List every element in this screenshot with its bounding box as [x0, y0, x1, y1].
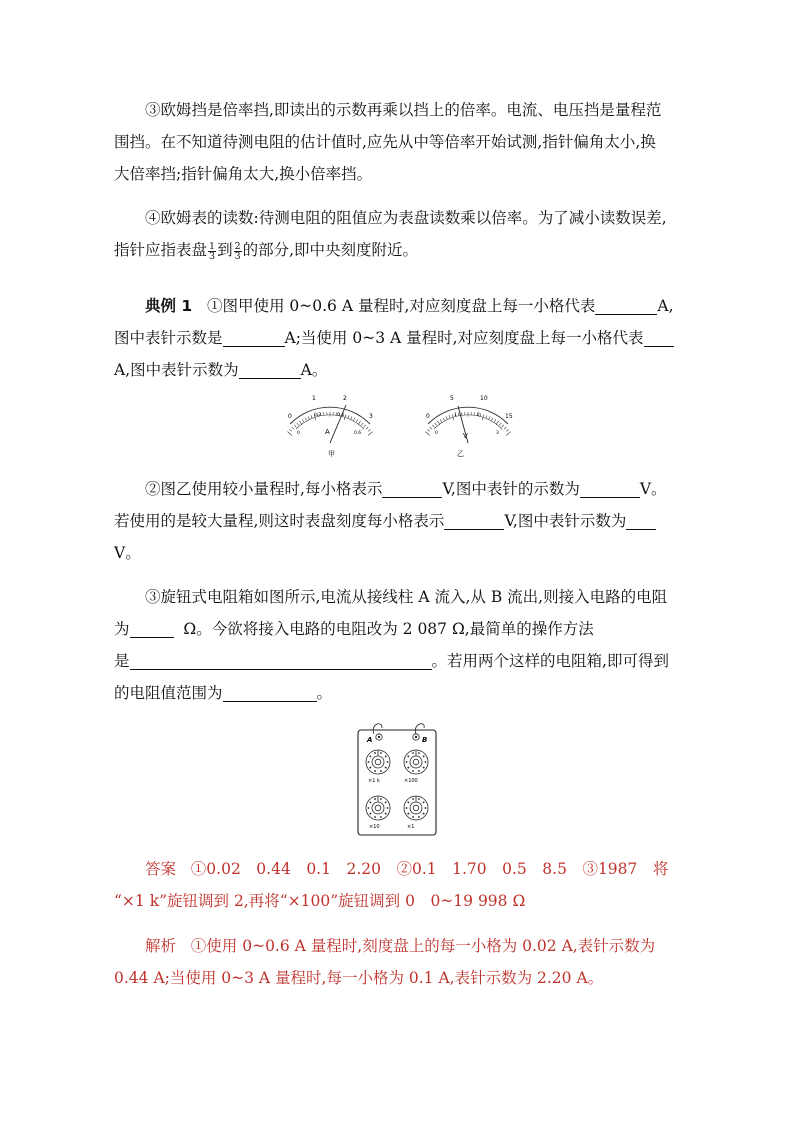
meters-figure [280, 388, 520, 462]
ammeter-top-tick-label: 3 [369, 413, 373, 420]
item4-text-a: 指针应指表盘 [114, 241, 208, 259]
scale-tick [458, 413, 459, 416]
terminal-a-label: A [367, 736, 373, 744]
ammeter-bottom-tick-label: 0.6 [354, 431, 362, 436]
scale-tick [308, 416, 309, 419]
voltmeter-bottom-tick-label: 1 [454, 413, 457, 418]
ammeter-unit: A [325, 428, 330, 436]
example-q2: ②图乙使用较小量程时,每小格表示 V,图中表针的示数为 V。 若使用的是较大量程,则这时表盘刻度每小格表示 V,图中表针示数为 V。 [114, 480, 667, 562]
scale-tick [428, 429, 430, 431]
scale-tick [368, 429, 370, 431]
scale-tick [486, 415, 487, 418]
analysis-line1: ①使用 0~0.6 A 量程时,刻度盘上的每一小格为 0.02 A,表针示数为 [190, 937, 656, 955]
answer-blank [595, 296, 657, 315]
scale-tick [504, 427, 506, 429]
scale-tick [290, 429, 292, 431]
ammeter-bottom-tick-label: 0.2 [314, 413, 322, 418]
dial-knob[interactable] [366, 796, 390, 820]
analysis-line2: 0.44 A;当使用 0~3 A 量程时,每一小格为 0.1 A,表针示数为 2.20 A。 [114, 969, 604, 987]
scale-tick [492, 418, 493, 421]
scale-tick [449, 415, 450, 418]
scale-tick [292, 427, 294, 429]
answer-blank [626, 511, 656, 530]
scale-tick [294, 425, 296, 427]
voltmeter-caption: 乙 [457, 450, 464, 458]
voltmeter-bottom-tick-label: 3 [496, 431, 499, 436]
answer-label: 答案 [145, 860, 177, 878]
knob-label: ×1 [407, 824, 415, 830]
answer-line1: ①0.02 0.44 0.1 2.20 ②0.1 1.70 0.5 8.5 ③1987 将 [190, 860, 669, 878]
ammeter-top-tick-label: 2 [343, 395, 347, 402]
fraction-one-third: $\frac{1}{3}$ [209, 241, 216, 263]
answer-blank [239, 360, 301, 379]
answer-blank [444, 511, 504, 530]
analysis-label: 解析 [145, 937, 177, 955]
terminal-b-label: B [422, 736, 428, 744]
scale-tick [354, 418, 355, 421]
example-q1: 典例 1 ①图甲使用 0~0.6 A 量程时,对应刻度盘上每一小格代表 A, 图中表针示数是 A;当使用 0~3 A 量程时,对应刻度盘上每一小格代表 A,图中表针示数为 A。 [114, 297, 674, 379]
scale-tick [496, 421, 498, 425]
scale-tick [438, 421, 440, 425]
example-label: 典例 1 [145, 297, 193, 315]
dial-knob[interactable] [404, 750, 428, 774]
scale-tick [366, 427, 368, 429]
scale-tick [494, 419, 495, 422]
knob-label: ×1 k [368, 778, 380, 784]
item4-text-c: 的部分,即中央刻度附近。 [242, 241, 419, 259]
scale-tick [430, 427, 432, 429]
ammeter-needle [330, 405, 346, 443]
scale-tick [348, 415, 349, 418]
ammeter-bottom-tick-label: 0.4 [337, 413, 345, 418]
knob-label: ×100 [404, 778, 418, 784]
ammeter-top-tick-label: 1 [312, 395, 316, 402]
voltmeter-top-tick-label: 5 [450, 395, 454, 402]
example-q3: ③旋钮式电阻箱如图所示,电流从接线柱 A 流入,从 B 流出,则接入电路的电阻 为 Ω。今欲将接入电路的电阻改为 2 087 Ω,最简单的操作方法 是 。若用两个这样的电阻箱,即可得到 的电阻值范围为 。 [114, 588, 669, 702]
voltmeter-bottom-tick-label: 2 [477, 413, 480, 418]
answer-blank [223, 328, 285, 347]
answer-blank [644, 328, 674, 347]
dial-knob[interactable] [366, 750, 390, 774]
voltmeter-dial [425, 395, 512, 458]
answer-blank [580, 479, 640, 498]
scale-tick [287, 432, 292, 436]
scale-tick [305, 418, 306, 421]
ammeter-dial [287, 395, 373, 458]
scale-tick [506, 432, 511, 436]
voltmeter-bottom-tick-label: 0 [435, 431, 438, 436]
ammeter-top-tick-label: 0 [288, 413, 292, 420]
answer-line2: “×1 k”旋钮调到 2,再将“×100”旋钮调到 0 0~19 998 Ω [114, 892, 526, 910]
scale-tick [489, 416, 490, 419]
scale-tick [351, 416, 352, 419]
answer-blank [130, 651, 432, 670]
scale-tick [302, 419, 303, 422]
voltmeter-top-tick-label: 0 [426, 413, 430, 420]
scale-tick [368, 432, 373, 436]
item3-line3: 大倍率挡;指针偏角太大,换小倍率挡。 [114, 165, 373, 183]
answer-blank [130, 619, 174, 638]
dial-knob[interactable] [404, 796, 428, 820]
resistor-box-figure [356, 720, 440, 838]
scale-tick [435, 423, 437, 425]
voltmeter-unit: V [463, 432, 468, 440]
scale-tick [502, 425, 504, 427]
fraction-two-thirds: $\frac{2}{3}$ [234, 241, 241, 263]
scale-tick [361, 423, 363, 425]
scale-tick [506, 429, 508, 431]
item3-line1: ③欧姆挡是倍率挡,即读出的示数再乘以挡上的倍率。电流、电压挡是量程范 [145, 101, 662, 119]
scale-tick [432, 425, 434, 427]
answer-blank [223, 683, 317, 702]
scale-tick [364, 425, 366, 427]
scale-tick [425, 432, 430, 436]
voltmeter-top-tick-label: 10 [480, 395, 488, 402]
item3-line2: 围挡。在不知道待测电阻的估计值时,应先从中等倍率开始试测,指针偏角太小,换 [114, 133, 656, 151]
scale-tick [311, 415, 312, 418]
voltmeter-top-tick-label: 15 [505, 413, 513, 420]
scale-tick [356, 419, 357, 422]
scale-tick [358, 421, 360, 425]
scale-tick [480, 413, 481, 416]
scale-tick [446, 416, 447, 419]
item3-paragraph [114, 94, 680, 190]
item4-paragraph [114, 202, 680, 266]
scale-tick [443, 418, 444, 421]
scale-tick [297, 423, 299, 425]
knob-label: ×10 [369, 824, 380, 830]
item4-text-b: 到 [217, 241, 233, 259]
answer-section [114, 853, 680, 917]
item4-line2 [114, 234, 680, 266]
scale-tick [440, 419, 441, 422]
scale-tick [300, 421, 302, 425]
item4-line1: ④欧姆表的读数:待测电阻的阻值应为表盘读数乘以倍率。为了减小读数误差, [145, 209, 667, 227]
ammeter-caption: 甲 [328, 450, 335, 458]
answer-blank [382, 479, 442, 498]
analysis-section [114, 930, 680, 994]
ammeter-bottom-tick-label: 0 [297, 431, 300, 436]
scale-tick [499, 423, 501, 425]
